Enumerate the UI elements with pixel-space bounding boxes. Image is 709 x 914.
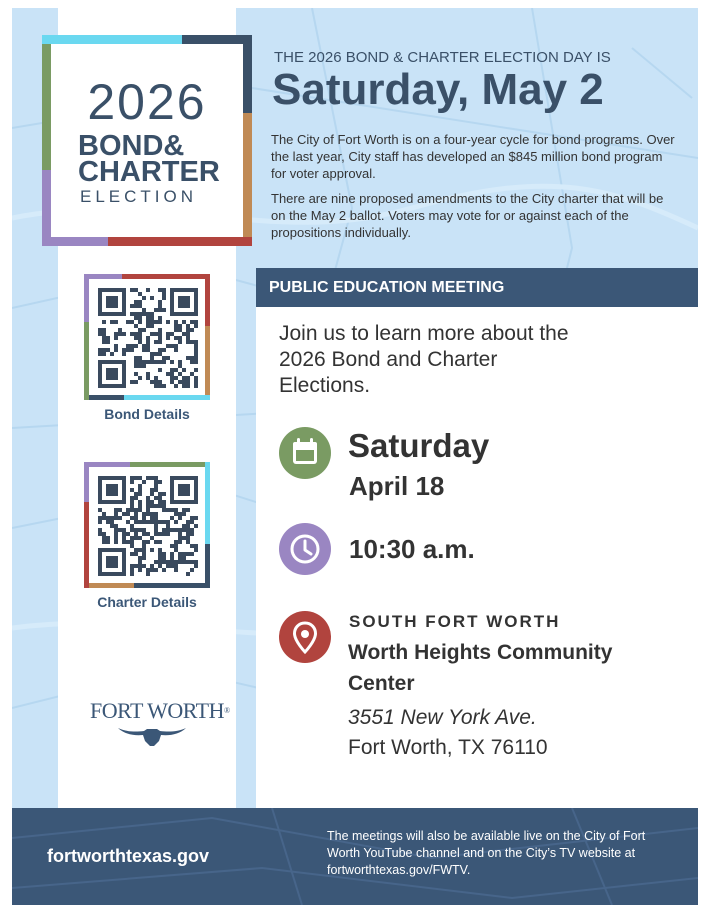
- charter-details-label[interactable]: Charter Details: [97, 594, 197, 610]
- clock-icon: [279, 523, 331, 575]
- bond-details-label[interactable]: Bond Details: [104, 406, 190, 422]
- footer: [12, 808, 698, 905]
- meeting-area: SOUTH FORT WORTH: [349, 612, 561, 631]
- join-text: Join us to learn more about the 2026 Bond and Charter Elections.: [279, 322, 569, 397]
- intro-text: [271, 131, 681, 249]
- footer-website-link[interactable]: fortworthtexas.gov: [47, 846, 210, 866]
- meeting-heading: PUBLIC EDUCATION MEETING: [269, 279, 505, 296]
- address-line-1: 3551 New York Ave.: [348, 706, 537, 729]
- meeting-venue: Worth Heights Community Center: [348, 641, 613, 695]
- logo-year: 2026: [87, 74, 207, 130]
- header-kicker: THE 2026 BOND & CHARTER ELECTION DAY IS: [274, 49, 611, 66]
- election-logo: [42, 35, 252, 246]
- meeting-day: Saturday: [348, 427, 490, 464]
- bond-details-qr-code[interactable]: [84, 274, 210, 400]
- intro-paragraph-charter: There are nine proposed amendments to the City charter that will be on the May 2 ballot. Voters may vote for or against each of the propositions individually.: [271, 191, 664, 240]
- fort-worth-wordmark: FORT WORTH®: [90, 698, 230, 723]
- logo-charter-text: CHARTER: [78, 156, 220, 188]
- longhorn-icon: [116, 722, 188, 748]
- calendar-icon: [279, 427, 331, 479]
- footer-note: The meetings will also be available live on the City of Fort Worth YouTube channel and on the City’s TV website at fortworthtexas.gov/FWTV.: [327, 829, 646, 877]
- intro-paragraph-bond: The City of Fort Worth is on a four-year cycle for bond programs. Over the last year, City staff has developed an $845 million bond program for voter approval.: [271, 132, 675, 181]
- meeting-heading-bar: [256, 268, 698, 307]
- address-line-2: Fort Worth, TX 76110: [348, 736, 548, 759]
- logo-election-text: ELECTION: [80, 187, 198, 206]
- fort-worth-logo: [90, 698, 230, 752]
- meeting-date: April 18: [349, 471, 445, 501]
- meeting-time: 10:30 a.m.: [349, 534, 475, 564]
- election-date-heading: Saturday, May 2: [272, 65, 604, 114]
- map-pin-icon: [279, 611, 331, 663]
- charter-details-qr-code[interactable]: [84, 462, 210, 588]
- logo-bond-text: BOND&: [78, 130, 185, 162]
